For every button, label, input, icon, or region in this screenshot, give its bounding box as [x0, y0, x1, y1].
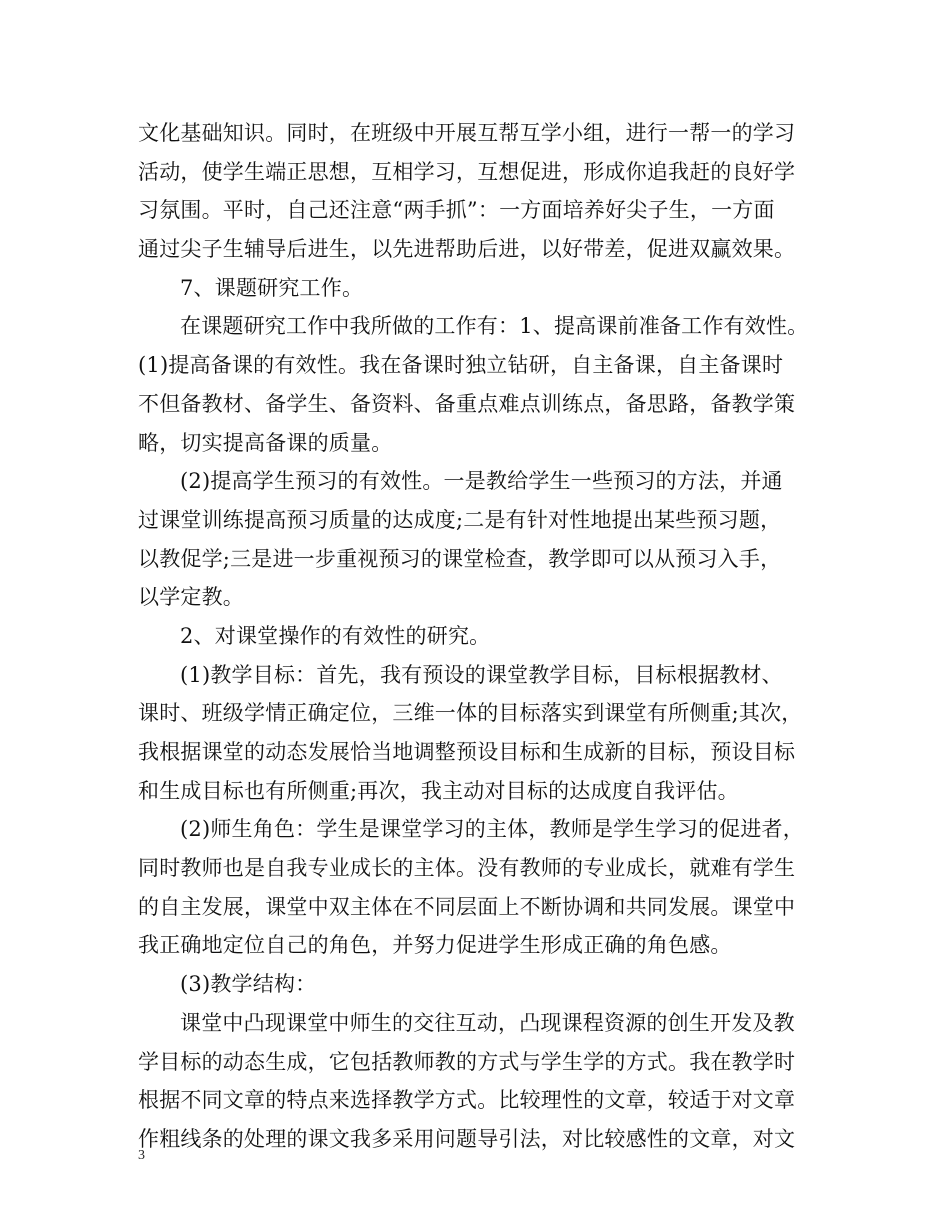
text-line: 在课题研究工作中我所做的工作有：1、提高课前准备工作有效性。: [180, 314, 809, 339]
text-line: 课时、班级学情正确定位，三维一体的目标落实到课堂有所侧重;其次，: [138, 701, 803, 726]
text-line: (2)提高学生预习的有效性。一是教给学生一些预习的方法，并通: [180, 469, 783, 494]
text-line: (3)教学结构：: [180, 972, 317, 997]
text-line: (1)提高备课的有效性。我在备课时独立钻研，自主备课，自主备课时: [138, 353, 784, 378]
text-line: 略，切实提高备课的质量。: [138, 430, 393, 455]
text-line: (1)教学目标：首先，我有预设的课堂教学目标，目标根据教材、: [180, 662, 783, 687]
text-line: 以学定教。: [138, 585, 244, 610]
text-line: 同时教师也是自我专业成长的主体。没有教师的专业成长，就难有学生: [138, 856, 796, 881]
text-line: (2)师生角色：学生是课堂学习的主体，教师是学生学习的促进者，: [180, 817, 804, 842]
text-line: 以教促学;三是进一步重视预习的课堂检查，教学即可以从预习入手，: [138, 546, 782, 571]
text-line: 根据不同文章的特点来选择教学方式。比较理性的文章，较适于对文章: [138, 1088, 796, 1113]
text-line: 习氛围。平时，自己还注意“两手抓”：一方面培养好尖子生，一方面: [138, 198, 775, 223]
text-line: 文化基础知识。同时，在班级中开展互帮互学小组，进行一帮一的学习: [138, 121, 796, 145]
text-line: 课堂中凸现课堂中师生的交往互动，凸现课程资源的创生开发及教: [180, 1010, 795, 1035]
body-text: [138, 114, 838, 1159]
text-line: 不但备教材、备学生、备资料、备重点难点训练点，备思路，备教学策: [138, 391, 796, 416]
text-line: 学目标的动态生成，它包括教师教的方式与学生学的方式。我在教学时: [138, 1049, 796, 1074]
text-line: 7、课题研究工作。: [180, 275, 364, 300]
text-line: 2、对课堂操作的有效性的研究。: [180, 623, 491, 648]
text-line: 过课堂训练提高预习质量的达成度;二是有针对性地提出某些预习题，: [138, 507, 782, 532]
text-line: 我根据课堂的动态发展恰当地调整预设目标和生成新的目标，预设目标: [138, 740, 796, 764]
text-line: 的自主发展，课堂中双主体在不同层面上不断协调和共同发展。课堂中: [138, 894, 796, 919]
text-line: 和生成目标也有所侧重;再次，我主动对目标的达成度自我评估。: [138, 778, 739, 803]
page-number: 3: [138, 1148, 145, 1163]
text-line: 我正确地定位自己的角色，并努力促进学生形成正确的角色感。: [138, 933, 732, 958]
text-line: 作粗线条的处理的课文我多采用问题导引法，对比较感性的文章，对文: [138, 1126, 796, 1151]
text-line: 通过尖子生辅导后进生，以先进帮助后进，以好带差，促进双赢效果。: [138, 237, 796, 262]
text-line: 活动，使学生端正思想，互相学习，互想促进，形成你追我赶的良好学: [138, 159, 796, 184]
